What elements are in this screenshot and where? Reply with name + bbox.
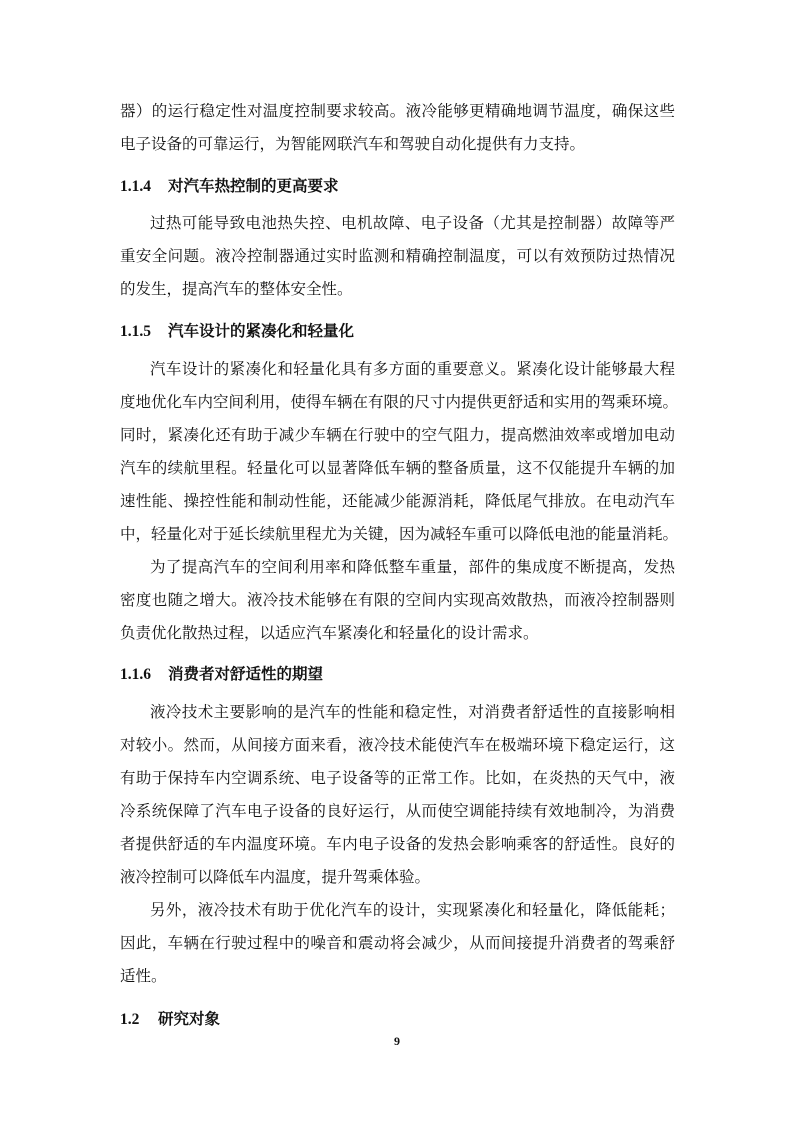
paragraph-line: 的发生，提高汽车的整体安全性。	[120, 280, 353, 298]
paragraph-line: 汽车设计的紧凑化和轻量化具有多方面的重要意义。紧凑化设计能够最大程	[150, 360, 675, 378]
section-title: 汽车设计的紧凑化和轻量化	[168, 321, 355, 340]
paragraph-line: 过热可能导致电池热失控、电机故障、电子设备（尤其是控制器）故障等严	[150, 214, 675, 232]
paragraph-line: 器）的运行稳定性对温度控制要求较高。液冷能够更精确地调节温度，确保这些	[120, 102, 675, 120]
paragraph-line: 中，轻量化对于延长续航里程尤为关键，因为减轻车重可以降低电池的能量消耗。	[120, 525, 679, 543]
section-number: 1.1.5	[120, 323, 151, 340]
section-number: 1.1.6	[120, 666, 151, 683]
paragraph-line: 速性能、操控性能和制动性能，还能减少能源消耗，降低尾气排放。在电动汽车	[120, 492, 675, 510]
paragraph-line: 电子设备的可靠运行，为智能网联汽车和驾驶自动化提供有力支持。	[120, 135, 586, 153]
section-number: 1.1.4	[120, 178, 151, 195]
paragraph-line: 为了提高汽车的空间利用率和降低整车重量，部件的集成度不断提高，发热	[150, 558, 675, 576]
section-heading-1-1-4	[120, 176, 339, 197]
section-title: 消费者对舒适性的期望	[168, 664, 324, 683]
section-heading-1-1-5	[120, 321, 354, 342]
paragraph-line: 者提供舒适的车内温度环境。车内电子设备的发热会影响乘客的舒适性。良好的	[120, 835, 675, 853]
section-number: 1.2	[120, 1011, 140, 1028]
paragraph-line: 同时，紧凑化还有助于减少车辆在行驶中的空气阻力，提高燃油效率或增加电动	[120, 426, 675, 444]
paragraph-line: 液冷控制可以降低车内温度，提升驾乘体验。	[120, 868, 431, 886]
page-number: 9	[394, 1034, 400, 1048]
paragraph-line: 重安全问题。液冷控制器通过实时监测和精确控制温度，可以有效预防过热情况	[120, 247, 675, 265]
paragraph-line: 密度也随之增大。液冷技术能够在有限的空间内实现高效散热，而液冷控制器则	[120, 591, 675, 609]
paragraph-line: 冷系统保障了汽车电子设备的良好运行，从而使空调能持续有效地制冷，为消费	[120, 802, 675, 820]
paragraph-line: 因此，车辆在行驶过程中的噪音和震动将会减少，从而间接提升消费者的驾乘舒	[120, 934, 675, 952]
paragraph-line: 液冷技术主要影响的是汽车的性能和稳定性，对消费者舒适性的直接影响相	[150, 703, 675, 721]
section-title: 对汽车热控制的更高要求	[168, 176, 339, 195]
section-heading-1-1-6	[120, 664, 323, 685]
paragraph-line: 汽车的续航里程。轻量化可以显著降低车辆的整备质量，这不仅能提升车辆的加	[120, 459, 675, 477]
paragraph-line: 度地优化车内空间利用，使得车辆在有限的尺寸内提供更舒适和实用的驾乘环境。	[120, 393, 679, 411]
paragraph-line: 另外，液冷技术有助于优化汽车的设计，实现紧凑化和轻量化，降低能耗；	[150, 901, 675, 919]
paragraph-line: 负责优化散热过程，以适应汽车紧凑化和轻量化的设计需求。	[120, 624, 539, 642]
paragraph-line: 有助于保持车内空调系统、电子设备等的正常工作。比如，在炎热的天气中，液	[120, 769, 675, 787]
paragraph-line: 适性。	[120, 967, 167, 985]
section-heading-1-2	[120, 1009, 220, 1030]
section-title: 研究对象	[158, 1009, 221, 1028]
paragraph-line: 对较小。然而，从间接方面来看，液冷技术能使汽车在极端环境下稳定运行，这	[120, 736, 675, 754]
